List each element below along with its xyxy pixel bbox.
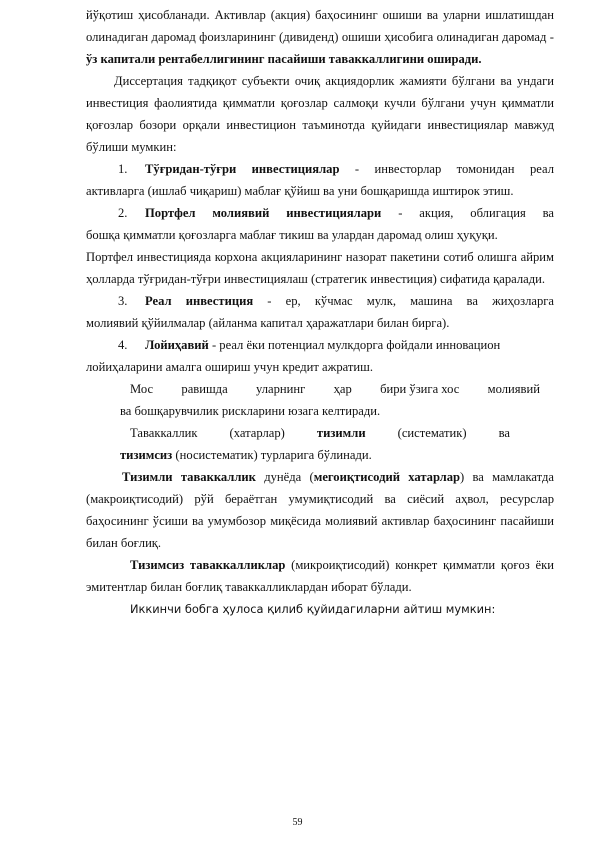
text-run: дунёда ( — [255, 470, 314, 484]
bold-text: тизимсиз — [120, 448, 173, 462]
text-run: (носистематик) турларига бўлинади. — [172, 448, 372, 462]
bold-text: Реал инвестиция — [145, 294, 254, 308]
list-item-text — [145, 334, 554, 356]
list-number: 1. — [118, 162, 128, 176]
word: ҳар — [333, 382, 352, 396]
list-item-2-head — [118, 202, 554, 224]
text-run: - ер, кўчмас мулк, машина ва жиҳозларга — [253, 294, 555, 308]
list-item-4-head — [118, 334, 554, 356]
list-item-2-cont: бошқа қимматли қоғозларга маблағ тикиш ва улардан даромад олиш ҳуқуқи. — [86, 228, 498, 242]
word: (хатарлар) — [229, 426, 285, 440]
bold-text: ўз капитали рентабеллигининг пасайиши таваккаллигини оширади. — [86, 52, 482, 66]
paragraph-3: Портфел инвестицияда корхона акцияларининг назорат пакетини сотиб олишга айрим ҳолларда тўғридан-тўғри инвестициялаш (стратегик инвестиция) сифатида қаралади. — [86, 250, 554, 286]
text-run: - реал ёки потенциал мулкдорга фойдали инновацион — [208, 338, 501, 352]
word: бири ўзига хос — [380, 382, 460, 396]
text-run: - акция, облигация ва — [381, 206, 554, 220]
paragraph-4-head — [130, 378, 540, 400]
bold-text: Лойиҳавий — [145, 338, 209, 352]
list-item-4 — [86, 334, 554, 378]
word: Мос — [130, 382, 154, 396]
paragraph-5 — [86, 422, 554, 466]
bold-text: Тизимсиз таваккалликлар — [130, 558, 286, 572]
text-run: ) ва мамлакатда (макроиқтисодий) рўй бераётган умумиқтисодий ва сиёсий аҳвол, ресурслар баҳосининг ўсиши ва умумбозор миқёсида молиявий активлар баҳосининг пасайиши билан боғлиқ. — [86, 470, 554, 550]
paragraph-1 — [86, 4, 554, 70]
bold-text: Портфел молиявий инвестициялари — [145, 206, 382, 220]
word: Таваккаллик — [130, 426, 198, 440]
list-number: 4. — [118, 338, 128, 352]
paragraph-5-cont — [120, 444, 554, 466]
document-body — [86, 4, 554, 620]
paragraph-4-cont: ва бошқарувчилик рискларини юзага келтиради. — [120, 404, 381, 418]
list-item-3 — [86, 290, 554, 334]
text-run: йўқотиш ҳисобланади. Активлар (акция) баҳосининг ошиши ва уларни ишлатишдан олинадиган даромад фоизларининг (дивиденд) ошиши ҳисобига олинадиган даромад - — [86, 8, 554, 44]
list-item-text — [145, 202, 554, 224]
bold-text: Тизимли таваккаллик — [122, 470, 256, 484]
page-number: 59 — [292, 817, 303, 828]
text-run: (микроиқтисодий) конкрет қимматли қоғоз ёки эмитентлар билан боғлиқ таваккалликлардан иборат бўлади. — [86, 558, 554, 594]
list-item-3-head — [118, 290, 554, 312]
paragraph-2: Диссертация тадқиқот субъекти очиқ акциядорлик жамияти бўлгани ва ундаги инвестиция фаолиятида қимматли қоғозлар салмоқи кучли бўлгани учун қимматли қоғозлар бозори орқали инвестицион таъминотда қуйидаги инвестициялар мавжуд бўлиши мумкин: — [86, 74, 554, 154]
word: (систематик) — [397, 426, 467, 440]
list-number: 3. — [118, 294, 128, 308]
list-number: 2. — [118, 206, 128, 220]
bold-text: Тўғридан-тўғри инвестициялар — [145, 162, 340, 176]
word: ва — [498, 426, 510, 440]
list-item-3-cont: молиявий қўйилмалар (айланма капитал ҳаражатлари билан бирга). — [86, 316, 450, 330]
paragraph-4 — [86, 378, 554, 422]
word: молиявий — [487, 382, 540, 396]
paragraph-5-head — [130, 422, 510, 444]
list-item-1-head — [118, 158, 554, 180]
text-run: - инвесторлар томонидан реал — [339, 162, 554, 176]
list-item-2 — [86, 202, 554, 246]
list-item-4-cont: лойиҳаларини амалга ошириш учун кредит ажратиш. — [86, 360, 373, 374]
list-item-text — [145, 158, 554, 180]
bold-text: мегоиқтисодий хатарлар — [313, 470, 461, 484]
list-item-1-cont: активларга (ишлаб чиқариш) маблағ қўйиш ва уни бошқаришда иштирок этиш. — [86, 184, 514, 198]
bold-text: тизимли — [316, 426, 366, 440]
word: уларнинг — [255, 382, 306, 396]
word: равишда — [181, 382, 228, 396]
list-item-1 — [86, 158, 554, 202]
list-item-text — [145, 290, 554, 312]
paragraph-7 — [86, 554, 554, 598]
paragraph-6 — [86, 466, 554, 554]
paragraph-8: Иккинчи бобга ҳулоса қилиб қуйидагиларни айтиш мумкин: — [130, 602, 496, 616]
